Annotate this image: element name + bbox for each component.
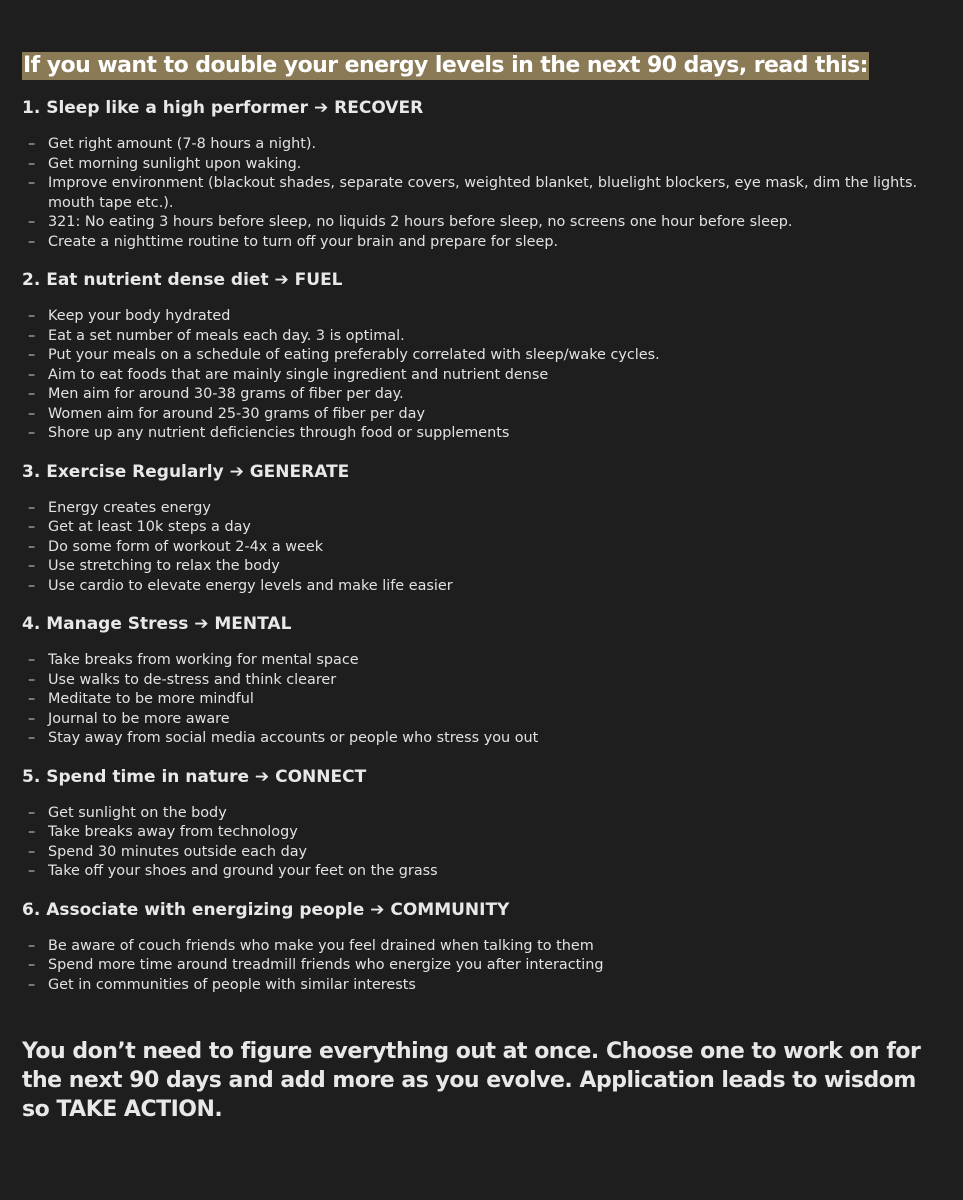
bullet-list xyxy=(22,135,940,252)
list-item: – Journal to be more aware xyxy=(22,710,940,730)
list-item: – Meditate to be more mindful xyxy=(22,690,940,710)
section-title: 1. Sleep like a high performer ➔ RECOVER xyxy=(22,98,424,118)
list-item: – Improve environment (blackout shades, separate covers, weighted blanket, bluelight blockers, eye mask, dim the lights. mouth tape etc.). xyxy=(22,174,940,213)
list-item: – 321: No eating 3 hours before sleep, no liquids 2 hours before sleep, no screens one hour before sleep. xyxy=(22,213,940,233)
list-item: – Shore up any nutrient deficiencies through food or supplements xyxy=(22,424,940,444)
list-item: – Create a nighttime routine to turn off your brain and prepare for sleep. xyxy=(22,233,940,253)
list-item: – Use walks to de-stress and think clearer xyxy=(22,671,940,691)
section-nature xyxy=(22,765,940,882)
bullet-list xyxy=(22,651,940,749)
highlighted-headline: If you want to double your energy levels in the next 90 days, read this: xyxy=(23,53,868,78)
list-item: – Keep your body hydrated xyxy=(22,307,940,327)
bullet-list xyxy=(22,307,940,444)
bullet-list xyxy=(22,804,940,882)
list-item: – Get morning sunlight upon waking. xyxy=(22,155,940,175)
list-item: – Spend more time around treadmill friends who energize you after interacting xyxy=(22,956,940,976)
list-item: – Men aim for around 30-38 grams of fiber per day. xyxy=(22,385,940,405)
list-item: – Take breaks away from technology xyxy=(22,823,940,843)
section-title: 5. Spend time in nature ➔ CONNECT xyxy=(22,766,367,787)
section-people xyxy=(22,898,940,996)
bullet-list xyxy=(22,499,940,597)
closing-statement: You don’t need to figure everything out at once. Choose one to work on for the next 90 days and add more as you evolve. Application leads to wisdom so TAKE ACTION. xyxy=(22,1039,921,1122)
list-item: – Get at least 10k steps a day xyxy=(22,518,940,538)
section-title: 3. Exercise Regularly ➔ GENERATE xyxy=(22,461,350,482)
section-stress xyxy=(22,612,940,749)
list-item: – Get right amount (7-8 hours a night). xyxy=(22,135,940,155)
list-item: – Get sunlight on the body xyxy=(22,804,940,824)
section-title: 6. Associate with energizing people ➔ COMMUNITY xyxy=(22,899,510,920)
section-sleep xyxy=(22,96,940,252)
list-item: – Put your meals on a schedule of eating preferably correlated with sleep/wake cycles. xyxy=(22,346,940,366)
list-item: – Aim to eat foods that are mainly single ingredient and nutrient dense xyxy=(22,366,940,386)
list-item: – Do some form of workout 2-4x a week xyxy=(22,538,940,558)
section-title: 4. Manage Stress ➔ MENTAL xyxy=(22,614,292,634)
list-item: – Use stretching to relax the body xyxy=(22,557,940,577)
section-title: 2. Eat nutrient dense diet ➔ FUEL xyxy=(22,270,343,290)
list-item: – Spend 30 minutes outside each day xyxy=(22,843,940,863)
list-item: – Use cardio to elevate energy levels and make life easier xyxy=(22,577,940,597)
list-item: – Energy creates energy xyxy=(22,499,940,519)
document-page xyxy=(22,52,940,1124)
bullet-list xyxy=(22,937,940,996)
list-item: – Women aim for around 25-30 grams of fiber per day xyxy=(22,405,940,425)
section-exercise xyxy=(22,460,940,597)
list-item: – Take breaks from working for mental space xyxy=(22,651,940,671)
list-item: – Stay away from social media accounts or people who stress you out xyxy=(22,729,940,749)
list-item: – Take off your shoes and ground your feet on the grass xyxy=(22,862,940,882)
list-item: – Eat a set number of meals each day. 3 is optimal. xyxy=(22,327,940,347)
list-item: – Get in communities of people with similar interests xyxy=(22,976,940,996)
list-item: – Be aware of couch friends who make you feel drained when talking to them xyxy=(22,937,940,957)
section-diet xyxy=(22,268,940,444)
